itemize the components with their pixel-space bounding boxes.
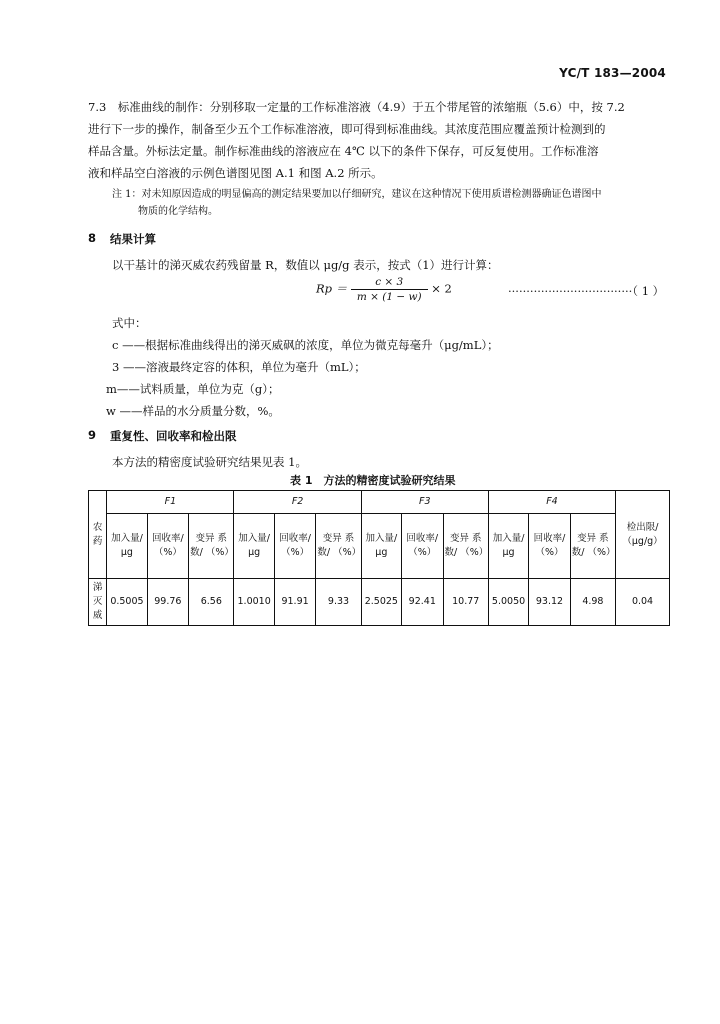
section-8-heading: 结果计算 bbox=[110, 232, 156, 246]
cell-f3-recovery: 92.41 bbox=[402, 579, 444, 626]
section-9-number: 9 bbox=[88, 428, 97, 442]
cell-f2-recovery: 91.91 bbox=[274, 579, 316, 626]
section-7-3-line-2: 进行下一步的操作，制备至少五个工作标准溶液，即可得到标准曲线。其浓度范围应覆盖预计检测到的 bbox=[88, 122, 606, 136]
formula-1-number: ··································（ 1 ） bbox=[508, 284, 665, 298]
section-7-3-line-1: 7.3 标准曲线的制作：分别移取一定量的工作标准溶液（4.9）于五个带尾管的浓缩瓶（5.6）中，按 7.2 bbox=[88, 100, 625, 114]
formula-lhs: Rp ＝ bbox=[316, 281, 348, 296]
section-9-intro: 本方法的精密度试验研究结果见表 1。 bbox=[112, 455, 307, 469]
variable-c: c ——根据标准曲线得出的涕灭威砜的浓度，单位为微克每毫升（μg/mL）； bbox=[112, 338, 499, 352]
col-lod: 检出限/ （μg/g） bbox=[616, 491, 670, 579]
table-row bbox=[89, 579, 670, 626]
formula-tail: × 2 bbox=[431, 281, 452, 296]
col-pesticide: 农药 bbox=[89, 491, 107, 579]
f3-recovery: 回收率/ （%） bbox=[402, 514, 444, 579]
table-1-title: 表 1 方法的精密度试验研究结果 bbox=[290, 474, 456, 487]
cell-f1-cv: 6.56 bbox=[189, 579, 234, 626]
where-label: 式中： bbox=[112, 316, 147, 330]
formula-denominator: m × (1 − w) bbox=[356, 291, 422, 303]
f1-recovery: 回收率/ （%） bbox=[147, 514, 189, 579]
cell-f1-added: 0.5005 bbox=[107, 579, 147, 626]
cell-f3-added: 2.5025 bbox=[361, 579, 401, 626]
group-f2: F2 bbox=[234, 491, 361, 514]
table-group-header-row bbox=[89, 491, 670, 514]
precision-table bbox=[88, 490, 670, 626]
section-8-intro: 以干基计的涕灭威农药残留量 R，数值以 μg/g 表示，按式（1）进行计算： bbox=[112, 258, 499, 272]
cell-lod: 0.04 bbox=[616, 579, 670, 626]
f1-added: 加入量/ μg bbox=[107, 514, 147, 579]
f3-added: 加入量/ μg bbox=[361, 514, 401, 579]
cell-f2-added: 1.0010 bbox=[234, 579, 274, 626]
section-7-3-line-3: 样品含量。外标法定量。制作标准曲线的溶液应在 4℃ 以下的条件下保存，可反复使用。工作标准溶 bbox=[88, 144, 599, 158]
cell-f2-cv: 9.33 bbox=[316, 579, 361, 626]
standard-code-header: YC/T 183—2004 bbox=[559, 66, 666, 80]
note-1-line-2: 物质的化学结构。 bbox=[138, 206, 218, 217]
f1-cv: 变异 系数/ （%） bbox=[189, 514, 234, 579]
table-sub-header-row bbox=[89, 514, 670, 579]
cell-f4-added: 5.0050 bbox=[488, 579, 528, 626]
f2-cv: 变异 系数/ （%） bbox=[316, 514, 361, 579]
f3-cv: 变异 系数/ （%） bbox=[443, 514, 488, 579]
variable-m: m——试料质量，单位为克（g）； bbox=[106, 382, 280, 396]
f4-cv: 变异 系数/ （%） bbox=[570, 514, 615, 579]
group-f4: F4 bbox=[488, 491, 615, 514]
variable-3: 3 ——溶液最终定容的体积，单位为毫升（mL）； bbox=[112, 360, 366, 374]
formula-numerator: c × 3 bbox=[351, 276, 428, 290]
section-9-heading: 重复性、回收率和检出限 bbox=[110, 429, 237, 443]
note-1-line-1: 注 1：对未知原因造成的明显偏高的测定结果要加以仔细研究，建议在这种情况下使用质谱检测器确证色谱图中 bbox=[112, 189, 602, 200]
group-f3: F3 bbox=[361, 491, 488, 514]
cell-f1-recovery: 99.76 bbox=[147, 579, 189, 626]
f2-added: 加入量/ μg bbox=[234, 514, 274, 579]
cell-f4-recovery: 93.12 bbox=[529, 579, 571, 626]
cell-f3-cv: 10.77 bbox=[443, 579, 488, 626]
group-f1: F1 bbox=[107, 491, 234, 514]
formula-1 bbox=[316, 276, 452, 303]
cell-f4-cv: 4.98 bbox=[570, 579, 615, 626]
row-pesticide-name: 涕灭威 bbox=[89, 579, 107, 626]
f4-added: 加入量/ μg bbox=[488, 514, 528, 579]
f2-recovery: 回收率/ （%） bbox=[274, 514, 316, 579]
section-7-3-line-4: 液和样品空白溶液的示例色谱图见图 A.1 和图 A.2 所示。 bbox=[88, 166, 383, 180]
formula-fraction bbox=[351, 276, 428, 303]
section-8-number: 8 bbox=[88, 231, 97, 245]
f4-recovery: 回收率/ （%） bbox=[529, 514, 571, 579]
variable-w: w ——样品的水分质量分数，%。 bbox=[106, 404, 280, 418]
